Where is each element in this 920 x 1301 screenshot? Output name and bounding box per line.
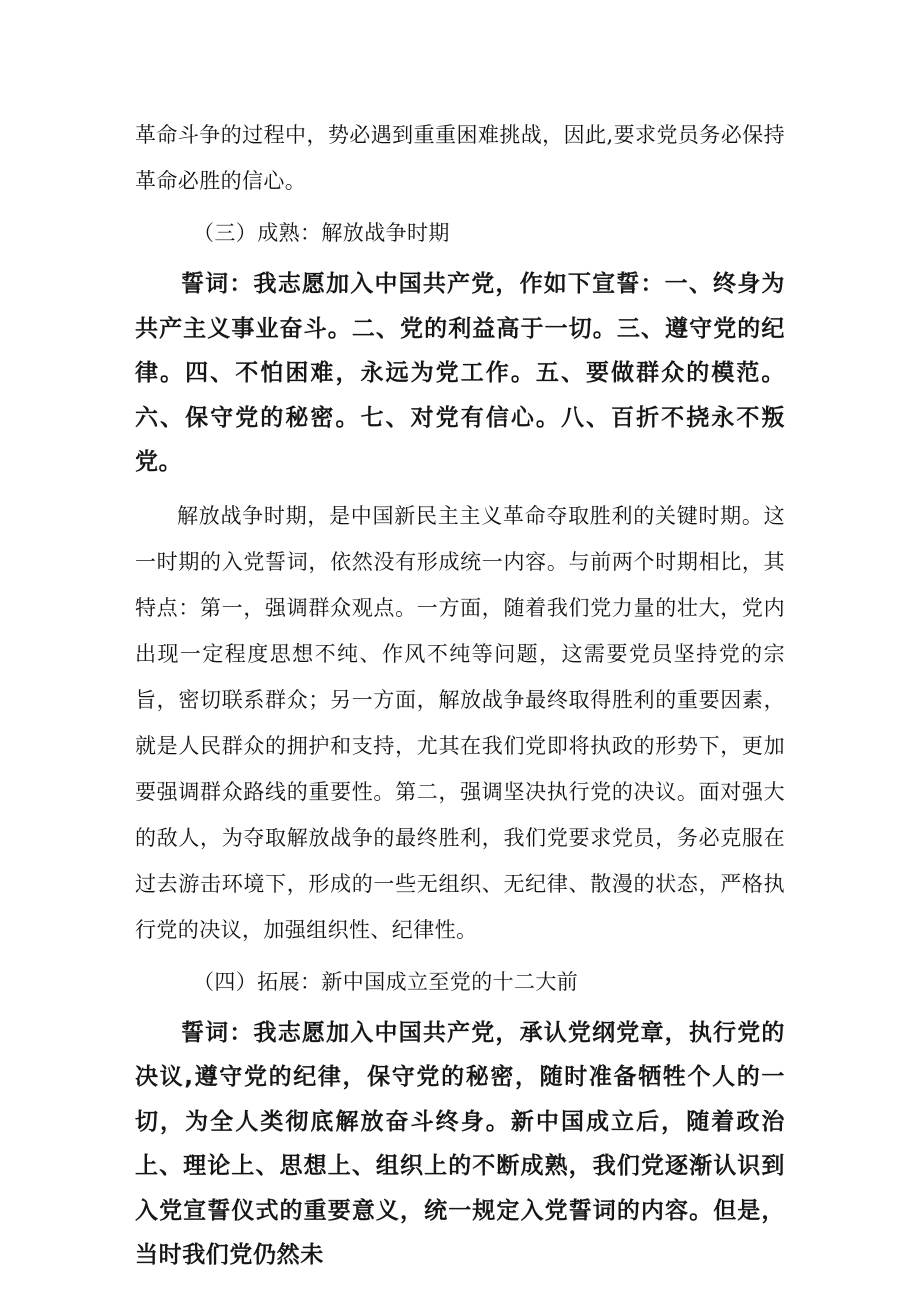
paragraph-liberation-war: 解放战争时期，是中国新民主主义革命夺取胜利的关键时期。这一时期的入党誓词，依然没有形成统一内容。与前两个时期相比，其特点：第一，强调群众观点。一方面，随着我们党力量的壮大，党内出现一定程度思想不纯、作风不纯等问题，这需要党员坚持党的宗旨，密切联系群众；另一方面，解放战争最终取得胜利的重要因素，就是人民群众的拥护和支持，尤其在我们党即将执政的形势下，更加要强调群众路线的重要性。第二，强调坚决执行党的决议。面对强大的敌人，为夺取解放战争的最终胜利，我们党要求党员，务必克服在过去游击环境下，形成的一些无组织、无纪律、散漫的状态，严格执行党的决议，加强组织性、纪律性。 <box>135 503 785 942</box>
oath-text-3: 誓词：我志愿加入中国共产党，作如下宣誓：一、终身为共产主义事业奋斗。二、党的利益高于一切。三、遵守党的纪律。四、不怕困难，永远为党工作。五、要做群众的模范。六、保守党的秘密。七、对党有信心。八、百折不挠永不叛党。 <box>135 271 785 475</box>
document-body <box>135 112 785 1278</box>
section-heading-3: （三）成熟：解放战争时期 <box>193 221 450 245</box>
paragraph-continuation: 革命斗争的过程中，势必遇到重重困难挑战，因此,要求党员务必保持革命必胜的信心。 <box>135 123 785 193</box>
oath-text-4: 誓词：我志愿加入中国共产党，承认党纲党章，执行党的决议,遵守党的纪律，保守党的秘密，随时准备牺牲个人的一切，为全人类彻底解放奋斗终身。新中国成立后，随着政治上、理论上、思想上、组织上的不断成熟，我们党逐渐认识到入党宣誓仪式的重要意义，统一规定入党誓词的内容。但是，当时我们党仍然未 <box>135 1019 785 1268</box>
section-heading-4: （四）拓展：新中国成立至党的十二大前 <box>193 969 579 994</box>
